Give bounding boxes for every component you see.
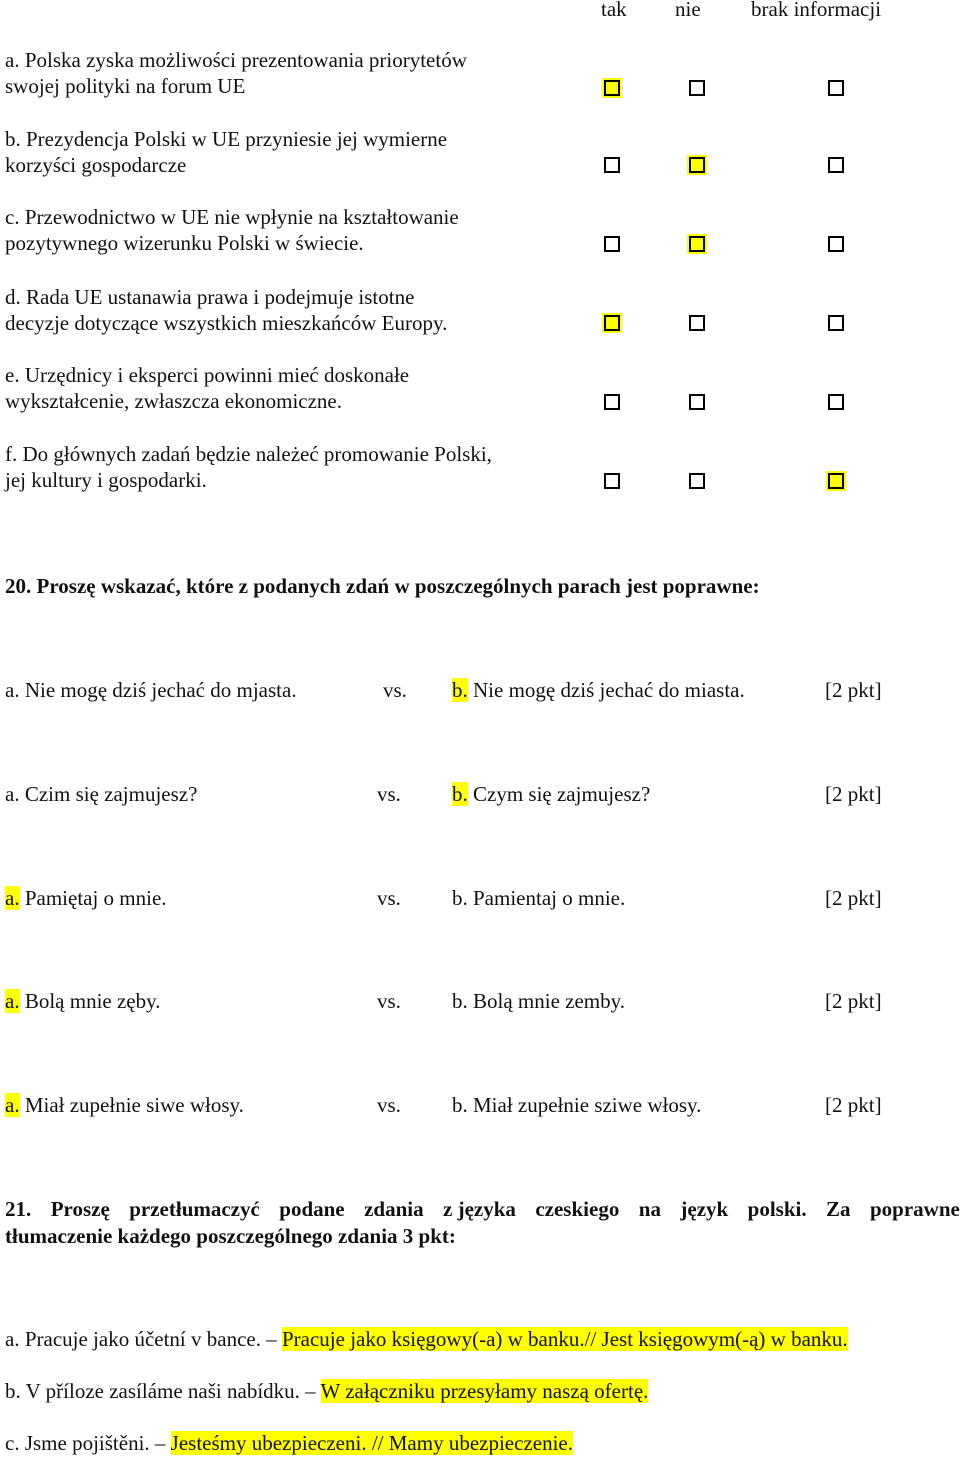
column-header-no: nie [675,0,701,21]
checkbox-e-no-info[interactable] [826,392,846,412]
option-b [452,1092,701,1118]
title-word: poprawne [870,1197,960,1221]
statement-line: b. Prezydencja Polski w UE przyniesie jej wymierne [5,127,448,151]
points-label: [2 pkt] [825,886,882,910]
statement-line: pozytywnego wizerunku Polski w świecie. [5,231,364,255]
option-a [5,781,197,807]
option-b [452,781,650,807]
statement-d [5,284,447,336]
option-a-prefix: a. [5,989,20,1013]
title-word: czeskiego [535,1197,620,1221]
statement-line: e. Urzędnicy i eksperci powinni mieć doskonałe [5,363,410,387]
option-b-prefix: b. [452,989,468,1013]
translation-item [5,1326,848,1352]
checkbox-d-no-info[interactable] [826,313,846,333]
answer-highlight: Jesteśmy ubezpieczeni. // Mamy ubezpieczenie. [170,1431,573,1455]
statement-f [5,441,492,493]
vs-label: vs. [377,989,401,1013]
option-a-prefix: a. [5,886,20,910]
title-word: język [680,1197,729,1221]
pair-row [5,1092,905,1118]
column-header-yes: tak [601,0,627,21]
translation-item [5,1430,573,1456]
statement-line: jej kultury i gospodarki. [5,468,207,492]
translation-item [5,1378,648,1404]
checkbox-a-no-info[interactable] [826,78,846,98]
title-word: na [638,1197,661,1221]
title-word: Za [826,1197,851,1221]
checkbox-f-no-info[interactable] [826,471,846,491]
title-word: zdania [364,1197,424,1221]
pair-row [5,988,905,1014]
title-line-2: tłumaczenie każdego poszczególnego zdania 3 pkt: [5,1224,456,1248]
answer-highlight: W załączniku przesyłamy naszą ofertę. [320,1379,649,1403]
option-a [5,988,161,1014]
checkbox-e-no[interactable] [687,392,707,412]
option-a-text: Miał zupełnie siwe włosy. [19,1093,244,1117]
question-21-title [5,1196,960,1250]
option-a-text: Pamiętaj o mnie. [19,886,167,910]
source-sentence: a. Pracuje jako účetní v bance. – [5,1327,282,1351]
statement-line: c. Przewodnictwo w UE nie wpłynie na kształtowanie [5,205,459,229]
points-label: [2 pkt] [825,989,882,1013]
option-b-text: Bolą mnie zemby. [467,989,626,1013]
option-a [5,1092,244,1118]
question-20-title: 20. Proszę wskazać, które z podanych zdań w poszczególnych parach jest poprawne: [5,574,760,598]
checkbox-c-no-info[interactable] [826,234,846,254]
checkbox-d-no[interactable] [687,313,707,333]
statement-line: korzyści gospodarcze [5,153,187,177]
statement-line: d. Rada UE ustanawia prawa i podejmuje istotne [5,285,415,309]
checkbox-d-yes[interactable] [602,313,622,333]
pair-row [5,885,905,911]
option-a [5,885,167,911]
option-a-prefix: a. [5,782,20,806]
option-a-text: Czim się zajmujesz? [19,782,198,806]
title-word: podane [279,1197,345,1221]
title-word: 21. [5,1197,32,1221]
option-b-prefix: b. [452,782,468,806]
checkbox-c-yes[interactable] [602,234,622,254]
option-b-text: Miał zupełnie sziwe włosy. [467,1093,702,1117]
option-b-text: Nie mogę dziś jechać do miasta. [467,678,745,702]
checkbox-b-no[interactable] [687,155,707,175]
statement-c [5,204,459,256]
option-b-prefix: b. [452,678,468,702]
pair-row [5,781,905,807]
option-b-prefix: b. [452,886,468,910]
option-b-prefix: b. [452,1093,468,1117]
statement-e [5,362,409,414]
checkbox-a-no[interactable] [687,78,707,98]
checkbox-b-yes[interactable] [602,155,622,175]
option-b-text: Pamientaj o mnie. [467,886,626,910]
option-a-text: Nie mogę dziś jechać do mjasta. [19,678,297,702]
statement-line: f. Do głównych zadań będzie należeć promowanie Polski, [5,442,492,466]
option-a-prefix: a. [5,1093,20,1117]
statement-line: a. Polska zyska możliwości prezentowania priorytetów [5,48,467,72]
option-b [452,677,745,703]
option-a-text: Bolą mnie zęby. [19,989,161,1013]
title-word: polski. [747,1197,807,1221]
option-b [452,988,625,1014]
answer-highlight: Pracuje jako księgowy(-a) w banku.// Jest księgowym(-ą) w banku. [281,1327,848,1351]
checkbox-c-no[interactable] [687,234,707,254]
checkbox-e-yes[interactable] [602,392,622,412]
checkbox-a-yes[interactable] [602,78,622,98]
checkbox-b-no-info[interactable] [826,155,846,175]
title-word: Proszę [50,1197,110,1221]
statement-line: decyzje dotyczące wszystkich mieszkańców Europy. [5,311,448,335]
checkbox-f-yes[interactable] [602,471,622,491]
title-word: przetłumaczyć [129,1197,260,1221]
source-sentence: b. V příloze zasíláme naši nabídku. – [5,1379,321,1403]
points-label: [2 pkt] [825,782,882,806]
statement-line: swojej polityki na forum UE [5,74,246,98]
checkbox-f-no[interactable] [687,471,707,491]
source-sentence: c. Jsme pojištěni. – [5,1431,171,1455]
title-word: z języka [443,1197,516,1221]
points-label: [2 pkt] [825,678,882,702]
statement-b [5,126,447,178]
vs-label: vs. [383,678,407,702]
statement-a [5,47,467,99]
points-label: [2 pkt] [825,1093,882,1117]
option-a [5,677,297,703]
vs-label: vs. [377,1093,401,1117]
vs-label: vs. [377,782,401,806]
pair-row [5,677,905,703]
statement-line: wykształcenie, zwłaszcza ekonomiczne. [5,389,342,413]
vs-label: vs. [377,886,401,910]
option-b [452,885,625,911]
option-a-prefix: a. [5,678,20,702]
option-b-text: Czym się zajmujesz? [467,782,651,806]
column-header-no-info: brak informacji [751,0,882,21]
